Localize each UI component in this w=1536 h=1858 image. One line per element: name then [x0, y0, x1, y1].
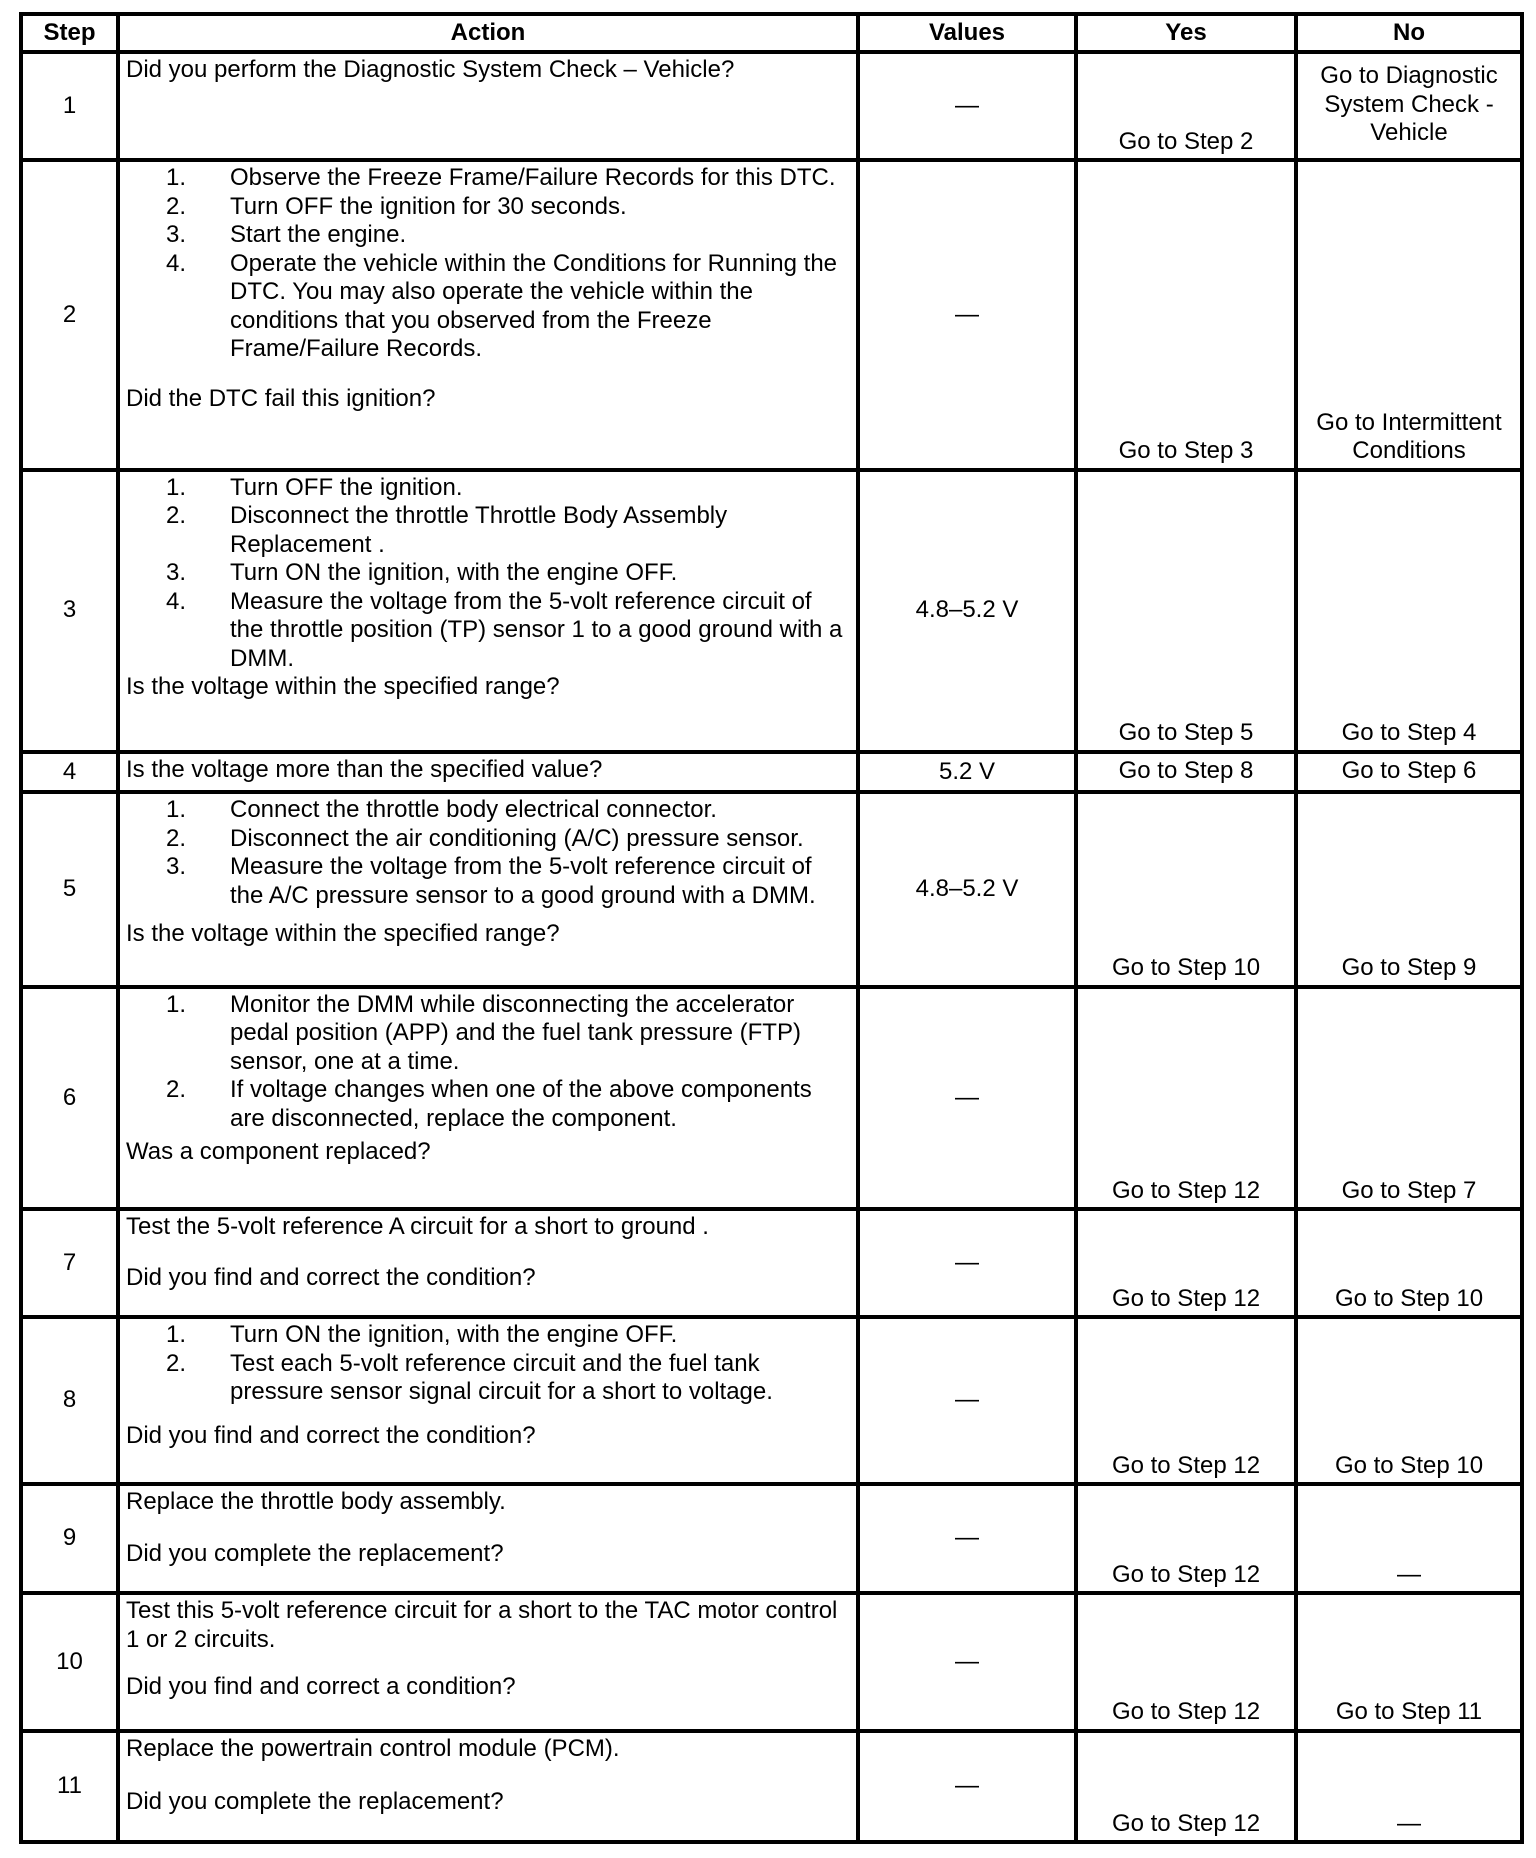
table-row: [21, 987, 1522, 1210]
action-list-item: [126, 250, 850, 364]
action-list-item: [126, 474, 850, 503]
action-cell: [118, 1731, 858, 1842]
no-cell: Go to Intermittent Conditions: [1296, 160, 1522, 469]
values-cell: 4.8–5.2 V: [858, 792, 1076, 986]
list-item-text: Measure the voltage from the 5-volt reference circuit of the throttle position (TP) sensor 1 to a good ground with a DMM.: [230, 587, 843, 672]
action-cell: [118, 752, 858, 793]
list-item-text: Disconnect the throttle Throttle Body Assembly Replacement .: [230, 502, 728, 558]
action-list-item: [126, 991, 850, 1077]
header-action: Action: [118, 14, 858, 52]
list-item-text: Turn ON the ignition, with the engine OFF.: [230, 1321, 678, 1349]
action-list-item: [126, 502, 850, 559]
action-list-item: [126, 1321, 850, 1350]
values-cell: —: [858, 52, 1076, 160]
list-item-number: 3.: [166, 853, 187, 881]
list-item-text: Connect the throttle body electrical connector.: [230, 796, 717, 824]
list-item-number: 2.: [166, 1076, 187, 1104]
action-cell: [118, 160, 858, 469]
step-number: 4: [21, 752, 118, 793]
action-question: Is the voltage within the specified range?: [126, 919, 560, 947]
list-item-number: 4.: [166, 587, 187, 615]
action-list-item: [126, 193, 850, 222]
list-item-text: Test each 5-volt reference circuit and the fuel tank pressure sensor signal circuit for a short to voltage.: [230, 1349, 773, 1406]
action-cell: [118, 1209, 858, 1317]
step-number: 3: [21, 470, 118, 752]
list-item-number: 4.: [166, 249, 187, 277]
list-item-text: Turn OFF the ignition for 30 seconds.: [230, 192, 627, 220]
action-cell: [118, 470, 858, 752]
table-row: [21, 470, 1522, 752]
list-item-number: 1.: [166, 1321, 187, 1349]
no-cell: Go to Step 6: [1296, 752, 1522, 793]
action-cell: [118, 1593, 858, 1730]
no-cell: —: [1296, 1731, 1522, 1842]
action-text: Replace the throttle body assembly.: [126, 1488, 506, 1516]
table-row: [21, 1484, 1522, 1593]
list-item-text: Operate the vehicle within the Conditions for Running the DTC. You may also operate the vehicle within the conditions that you observed from the Freeze Frame/Failure Records.: [230, 249, 838, 363]
table-row: [21, 1209, 1522, 1317]
list-item-text: Turn OFF the ignition.: [230, 473, 463, 501]
action-question: Was a component replaced?: [126, 1138, 431, 1166]
action-list-item: [126, 1076, 850, 1133]
values-cell: 4.8–5.2 V: [858, 470, 1076, 752]
yes-cell: Go to Step 12: [1076, 1209, 1296, 1317]
step-number: 5: [21, 792, 118, 986]
step-number: 6: [21, 987, 118, 1210]
step-number: 11: [21, 1731, 118, 1842]
header-no: No: [1296, 14, 1522, 52]
no-cell: Go to Step 7: [1296, 987, 1522, 1210]
yes-cell: Go to Step 12: [1076, 1317, 1296, 1484]
no-cell: Go to Step 4: [1296, 470, 1522, 752]
yes-cell: Go to Step 12: [1076, 1731, 1296, 1842]
no-cell: Go to Step 10: [1296, 1317, 1522, 1484]
yes-cell: Go to Step 12: [1076, 987, 1296, 1210]
yes-cell: Go to Step 5: [1076, 470, 1296, 752]
action-list-item: [126, 825, 850, 854]
values-cell: —: [858, 987, 1076, 1210]
action-list-item: [126, 559, 850, 588]
values-cell: —: [858, 1731, 1076, 1842]
table-row: [21, 1593, 1522, 1730]
yes-cell: Go to Step 8: [1076, 752, 1296, 793]
list-item-number: 1.: [166, 990, 187, 1018]
list-item-number: 1.: [166, 473, 187, 501]
list-item-number: 2.: [166, 1349, 187, 1377]
yes-cell: Go to Step 10: [1076, 792, 1296, 986]
list-item-text: Turn ON the ignition, with the engine OFF.: [230, 559, 678, 587]
values-cell: 5.2 V: [858, 752, 1076, 793]
action-question: Did you find and correct the condition?: [126, 1263, 536, 1291]
action-cell: [118, 792, 858, 986]
list-item-number: 1.: [166, 796, 187, 824]
step-number: 1: [21, 52, 118, 160]
table-row: [21, 1731, 1522, 1842]
list-item-text: Disconnect the air conditioning (A/C) pressure sensor.: [230, 824, 804, 852]
list-item-number: 2.: [166, 502, 187, 530]
values-cell: —: [858, 1484, 1076, 1593]
action-question: Did you complete the replacement?: [126, 1788, 504, 1816]
no-cell: —: [1296, 1484, 1522, 1593]
yes-cell: Go to Step 12: [1076, 1484, 1296, 1593]
step-number: 2: [21, 160, 118, 469]
action-text: Did you perform the Diagnostic System Check – Vehicle?: [126, 56, 735, 83]
values-cell: —: [858, 1593, 1076, 1730]
list-item-number: 3.: [166, 221, 187, 249]
step-number: 9: [21, 1484, 118, 1593]
action-question: Did you complete the replacement?: [126, 1539, 504, 1567]
table-body: [21, 52, 1522, 1842]
table-row: [21, 792, 1522, 986]
action-question: Did you find and correct a condition?: [126, 1672, 516, 1700]
step-number: 8: [21, 1317, 118, 1484]
list-item-number: 2.: [166, 192, 187, 220]
action-cell: [118, 52, 858, 160]
action-list-item: [126, 796, 850, 825]
step-number: 7: [21, 1209, 118, 1317]
action-text: Replace the powertrain control module (PCM).: [126, 1734, 620, 1762]
yes-cell: Go to Step 2: [1076, 52, 1296, 160]
list-item-text: Measure the voltage from the 5-volt reference circuit of the A/C pressure sensor to a good ground with a DMM.: [230, 853, 816, 909]
yes-cell: Go to Step 12: [1076, 1593, 1296, 1730]
action-list-item: [126, 853, 850, 910]
header-values: Values: [858, 14, 1076, 52]
action-cell: [118, 987, 858, 1210]
list-item-text: If voltage changes when one of the above components are disconnected, replace the component.: [230, 1076, 812, 1132]
header-yes: Yes: [1076, 14, 1296, 52]
step-number: 10: [21, 1593, 118, 1730]
action-cell: [118, 1484, 858, 1593]
list-item-text: Observe the Freeze Frame/Failure Records for this DTC.: [230, 164, 836, 192]
no-cell: Go to Diagnostic System Check - Vehicle: [1296, 52, 1522, 160]
action-list-item: [126, 221, 850, 250]
header-step: Step: [21, 14, 118, 52]
action-text: Is the voltage more than the specified value?: [126, 755, 603, 783]
action-question: Did you find and correct the condition?: [126, 1421, 536, 1449]
values-cell: —: [858, 1209, 1076, 1317]
action-cell: [118, 1317, 858, 1484]
table-row: [21, 160, 1522, 469]
table-row: [21, 1317, 1522, 1484]
action-list-item: [126, 588, 850, 674]
table-header-row: [21, 14, 1522, 52]
list-item-text: Start the engine.: [230, 221, 407, 249]
list-item-number: 3.: [166, 559, 187, 587]
list-item-number: 2.: [166, 824, 187, 852]
diagnostic-steps-table: [19, 12, 1524, 1844]
table-row: [21, 52, 1522, 160]
action-text: Test this 5-volt reference circuit for a short to the TAC motor control 1 or 2 circuits.: [126, 1597, 838, 1653]
action-list-item: [126, 1350, 850, 1407]
action-text: Test the 5-volt reference A circuit for a short to ground .: [126, 1213, 709, 1241]
yes-cell: Go to Step 3: [1076, 160, 1296, 469]
no-cell: Go to Step 11: [1296, 1593, 1522, 1730]
values-cell: —: [858, 1317, 1076, 1484]
values-cell: —: [858, 160, 1076, 469]
no-cell: Go to Step 10: [1296, 1209, 1522, 1317]
list-item-number: 1.: [166, 164, 187, 192]
no-cell: Go to Step 9: [1296, 792, 1522, 986]
action-list-item: [126, 164, 850, 193]
table-row: [21, 752, 1522, 793]
action-question: Did the DTC fail this ignition?: [126, 384, 436, 412]
list-item-text: Monitor the DMM while disconnecting the accelerator pedal position (APP) and the fuel tank pressure (FTP) sensor, one at a time.: [230, 990, 801, 1075]
action-question: Is the voltage within the specified range?: [126, 673, 560, 701]
